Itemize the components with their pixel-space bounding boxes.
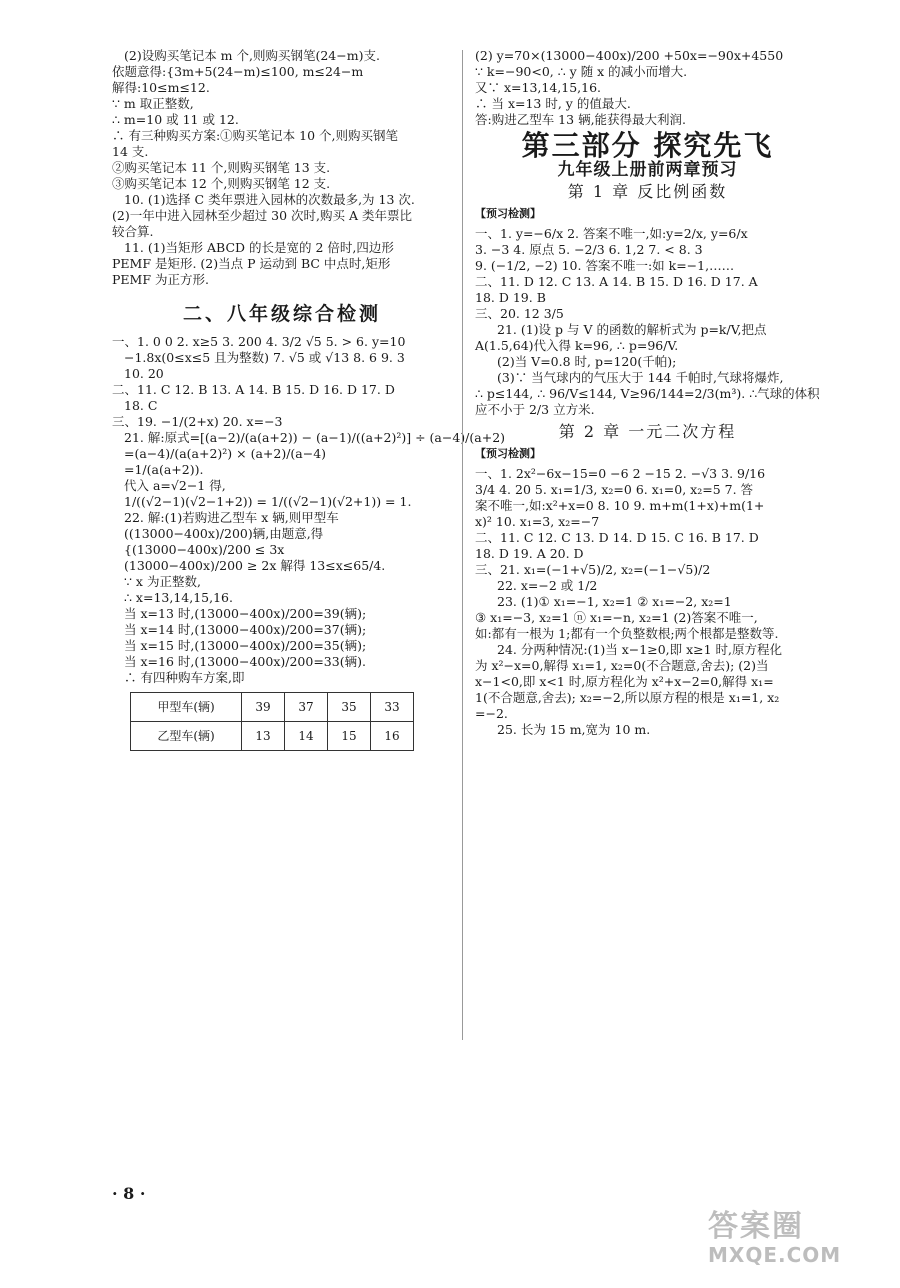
text-line: 又∵ x=13,14,15,16. bbox=[475, 80, 602, 95]
text-line: ③购买笔记本 12 个,则购买钢笔 12 支. bbox=[112, 176, 331, 191]
text-line: 一、1. y=−6/x 2. 答案不唯一,如:y=2/x, y=6/x bbox=[475, 226, 748, 241]
sub-title: 九年级上册前两章预习 bbox=[557, 160, 738, 180]
text-line: 11. (1)当矩形 ABCD 的长是宽的 2 倍时,四边形 bbox=[124, 240, 394, 255]
text-line: ②购买笔记本 11 个,则购买钢笔 13 支. bbox=[112, 160, 331, 175]
text-line: 二、11. C 12. C 13. D 14. D 15. C 16. B 17. D bbox=[475, 530, 759, 545]
text-line: 当 x=13 时,(13000−400x)/200=39(辆); bbox=[124, 606, 367, 621]
table-cell: 37 bbox=[285, 693, 328, 722]
text-line: ∴ 有四种购车方案,即 bbox=[124, 670, 245, 685]
text-line: ∴ 有三种购买方案:①购买笔记本 10 个,则购买钢笔 bbox=[112, 128, 399, 143]
text-line: x−1<0,即 x<1 时,原方程化为 x²+x−2=0,解得 x₁= bbox=[475, 674, 774, 689]
table-cell: 14 bbox=[285, 722, 328, 751]
section-title: 二、八年级综合检测 bbox=[182, 303, 381, 325]
text-line: =−2. bbox=[475, 706, 508, 721]
text-line: 10. 20 bbox=[124, 366, 164, 381]
text-line: 10. (1)选择 C 类年票进入园林的次数最多,为 13 次. bbox=[124, 192, 415, 207]
chapter-1-title: 第 1 章 反比例函数 bbox=[567, 182, 728, 201]
text-line: ∴ p≤144, ∴ 96/V≤144, V≥96/144=2/3(m³). ∴气球的体积 bbox=[475, 386, 820, 401]
text-line: 18. C bbox=[124, 398, 158, 413]
text-line: 为 x²−x=0,解得 x₁=1, x₂=0(不合题意,舍去); (2)当 bbox=[475, 658, 769, 673]
text-line: 当 x=14 时,(13000−400x)/200=37(辆); bbox=[124, 622, 367, 637]
text-line: 23. (1)① x₁=−1, x₂=1 ② x₁=−2, x₂=1 bbox=[497, 594, 732, 609]
chapter-1-tag: 【预习检测】 bbox=[475, 207, 541, 220]
text-line: 案不唯一,如:x²+x=0 8. 10 9. m+m(1+x)+m(1+ bbox=[475, 498, 765, 513]
table-row bbox=[131, 693, 414, 722]
left-column bbox=[112, 48, 506, 751]
left-section-answers bbox=[112, 334, 506, 686]
column-divider bbox=[462, 50, 463, 1040]
table-cell: 15 bbox=[328, 722, 371, 751]
text-line: 1(不合题意,舍去); x₂=−2,所以原方程的根是 x₁=1, x₂ bbox=[475, 690, 780, 705]
table-row-label: 甲型车(辆) bbox=[131, 693, 242, 722]
table-row bbox=[131, 722, 414, 751]
text-line: 18. D 19. B bbox=[475, 290, 546, 305]
text-line: 当 x=15 时,(13000−400x)/200=35(辆); bbox=[124, 638, 367, 653]
text-line: 一、1. 0 0 2. x≥5 3. 200 4. 3/2 √5 5. > 6. y=10 bbox=[112, 334, 406, 349]
text-line: 22. 解:(1)若购进乙型车 x 辆,则甲型车 bbox=[124, 510, 339, 525]
text-line: (13000−400x)/200 ≥ 2x 解得 13≤x≤65/4. bbox=[124, 558, 386, 573]
text-line: 当 x=16 时,(13000−400x)/200=33(辆). bbox=[124, 654, 366, 669]
purchase-plan-table bbox=[130, 692, 414, 751]
text-line: 1/((√2−1)(√2−1+2)) = 1/((√2−1)(√2+1)) = 1. bbox=[124, 494, 412, 509]
text-line: PEMF 为正方形. bbox=[112, 272, 209, 287]
text-line: 答:购进乙型车 13 辆,能获得最大利润. bbox=[475, 112, 687, 127]
text-line: ∵ m 取正整数, bbox=[112, 96, 194, 111]
text-line: 9. (−1/2, −2) 10. 答案不唯一:如 k=−1,…… bbox=[475, 258, 735, 273]
table-cell: 39 bbox=[242, 693, 285, 722]
watermark-url: MXQE.COM bbox=[708, 1243, 842, 1267]
text-line: 3. −3 4. 原点 5. −2/3 6. 1,2 7. < 8. 3 bbox=[475, 242, 703, 257]
text-line: 3/4 4. 20 5. x₁=1/3, x₂=0 6. x₁=0, x₂=5 7. 答 bbox=[475, 482, 754, 497]
text-line: (2) y=70×(13000−400x)/200 +50x=−90x+4550 bbox=[475, 48, 784, 63]
text-line: 三、21. x₁=(−1+√5)/2, x₂=(−1−√5)/2 bbox=[475, 562, 711, 577]
text-line: (2)设购买笔记本 m 个,则购买钢笔(24−m)支. bbox=[124, 48, 380, 63]
text-line: ∴ m=10 或 11 或 12. bbox=[112, 112, 239, 127]
text-line: 二、11. C 12. B 13. A 14. B 15. D 16. D 17. D bbox=[112, 382, 395, 397]
text-line: 三、20. 12 3/5 bbox=[475, 306, 564, 321]
text-line: 18. D 19. A 20. D bbox=[475, 546, 584, 561]
chapter-1-answers bbox=[475, 226, 820, 418]
text-line: (2)一年中进入园林至少超过 30 次时,购买 A 类年票比 bbox=[112, 208, 413, 223]
text-line: 21. 解:原式=[(a−2)/(a(a+2)) − (a−1)/((a+2)²)] ÷ (a−4)/(a+2) bbox=[124, 430, 506, 445]
text-line: 三、19. −1/(2+x) 20. x=−3 bbox=[112, 414, 283, 429]
text-line: 24. 分两种情况:(1)当 x−1≥0,即 x≥1 时,原方程化 bbox=[497, 642, 783, 657]
text-line: {(13000−400x)/200 ≤ 3x bbox=[124, 542, 285, 557]
text-line: ∴ x=13,14,15,16. bbox=[124, 590, 233, 605]
text-line: 二、11. D 12. C 13. A 14. B 15. D 16. D 17. A bbox=[475, 274, 758, 289]
text-line: 代入 a=√2−1 得, bbox=[124, 478, 226, 493]
text-line: (2)当 V=0.8 时, p=120(千帕); bbox=[497, 354, 677, 369]
text-line: 解得:10≤m≤12. bbox=[112, 80, 210, 95]
text-line: 应不小于 2/3 立方米. bbox=[475, 402, 595, 417]
text-line: 21. (1)设 p 与 V 的函数的解析式为 p=k/V,把点 bbox=[497, 322, 767, 337]
text-line: 25. 长为 15 m,宽为 10 m. bbox=[497, 722, 651, 737]
chapter-2-tag: 【预习检测】 bbox=[475, 447, 541, 460]
text-line: A(1.5,64)代入得 k=96, ∴ p=96/V. bbox=[475, 338, 679, 353]
right-top-lines bbox=[475, 48, 820, 128]
table-cell: 33 bbox=[371, 693, 414, 722]
text-line: (3)∵ 当气球内的气压大于 144 千帕时,气球将爆炸, bbox=[497, 370, 784, 385]
text-line: 一、1. 2x²−6x−15=0 −6 2 −15 2. −√3 3. 9/16 bbox=[475, 466, 766, 481]
watermark-logo: 答案圈 bbox=[708, 1209, 804, 1244]
text-line: PEMF 是矩形. (2)当点 P 运动到 BC 中点时,矩形 bbox=[112, 256, 391, 271]
text-line: −1.8x(0≤x≤5 且为整数) 7. √5 或 √13 8. 6 9. 3 bbox=[124, 350, 405, 365]
text-line: ∵ k=−90<0, ∴ y 随 x 的减小而增大. bbox=[475, 64, 688, 79]
text-line: 如:都有一根为 1;都有一个负整数根;两个根都是整数等. bbox=[475, 626, 779, 641]
table-cell: 35 bbox=[328, 693, 371, 722]
text-line: 14 支. bbox=[112, 144, 149, 159]
text-line: 较合算. bbox=[112, 224, 154, 239]
text-line: 22. x=−2 或 1/2 bbox=[497, 578, 598, 593]
page-number: · 8 · bbox=[112, 1184, 146, 1203]
table-cell: 16 bbox=[371, 722, 414, 751]
part-title: 第三部分 探究先飞 bbox=[521, 129, 774, 162]
text-line: ∵ x 为正整数, bbox=[124, 574, 201, 589]
text-line: x)² 10. x₁=3, x₂=−7 bbox=[475, 514, 600, 529]
table-row-label: 乙型车(辆) bbox=[131, 722, 242, 751]
left-answer-lines bbox=[112, 48, 452, 288]
text-line: =(a−4)/(a(a+2)²) × (a+2)/(a−4) bbox=[124, 446, 327, 461]
table-cell: 13 bbox=[242, 722, 285, 751]
text-line: ∴ 当 x=13 时, y 的值最大. bbox=[475, 96, 631, 111]
chapter-2-answers bbox=[475, 466, 820, 738]
right-column bbox=[475, 48, 820, 738]
text-line: ((13000−400x)/200)辆,由题意,得 bbox=[124, 526, 324, 541]
chapter-2-title: 第 2 章 一元二次方程 bbox=[558, 422, 737, 441]
text-line: 依题意得:{3m+5(24−m)≤100, m≤24−m bbox=[112, 64, 364, 79]
watermark bbox=[708, 1210, 878, 1270]
text-line: =1/(a(a+2)). bbox=[124, 462, 204, 477]
text-line: ③ x₁=−3, x₂=1 ⓝ x₁=−n, x₂=1 (2)答案不唯一, bbox=[475, 610, 758, 625]
